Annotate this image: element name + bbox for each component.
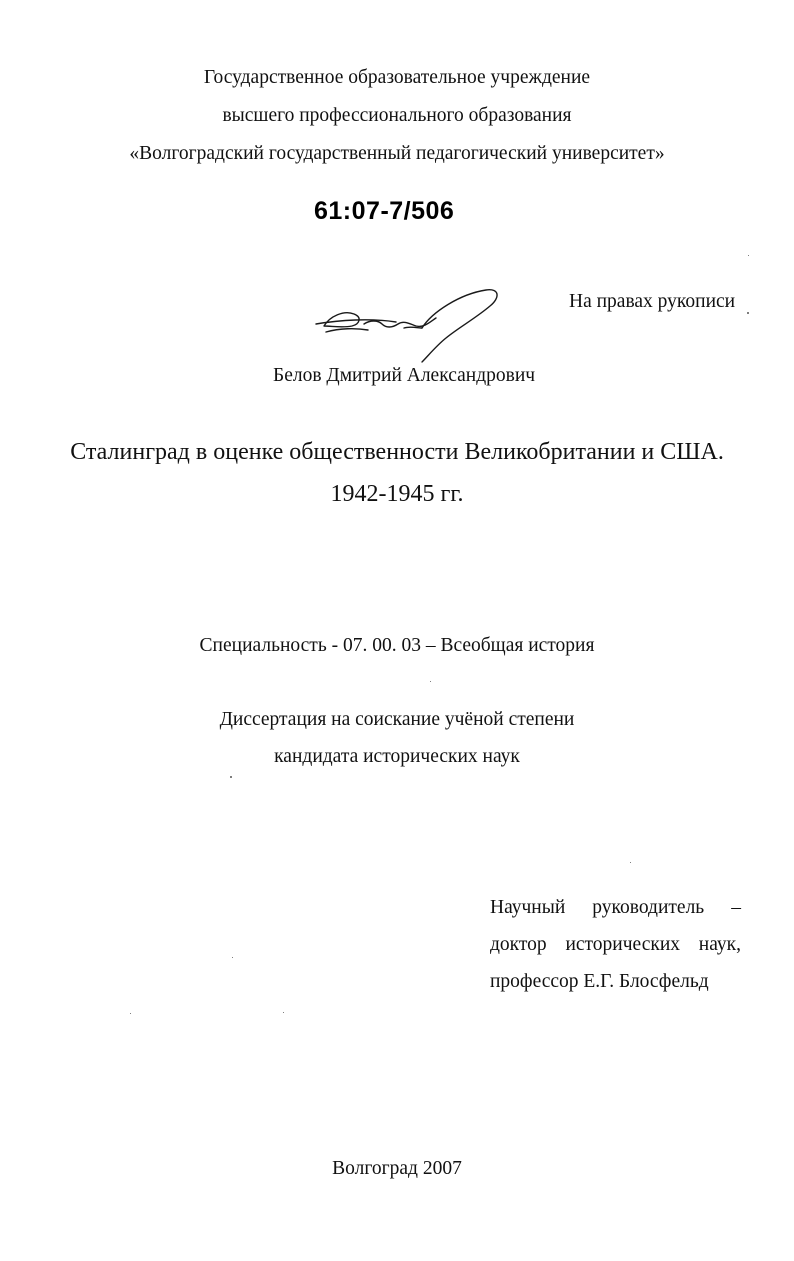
scan-speck [230, 776, 232, 778]
scan-speck [748, 255, 749, 256]
dissertation-title-line-2: 1942-1945 гг. [330, 481, 464, 507]
scan-speck [747, 312, 749, 314]
author-name: Белов Дмитрий Александрович [273, 365, 536, 386]
scan-speck [130, 1013, 131, 1014]
manuscript-rights-label: На правах рукописи [569, 291, 736, 312]
scan-speck [430, 681, 431, 682]
scan-speck [630, 862, 631, 863]
scan-speck [232, 957, 233, 958]
supervisor-line-2: доктор исторических наук, [490, 934, 741, 955]
author-signature [310, 284, 510, 366]
place-and-year: Волгоград 2007 [332, 1158, 462, 1179]
degree-line-2: кандидата исторических наук [274, 746, 520, 767]
degree-line-1: Диссертация на соискание учёной степени [219, 709, 575, 730]
institution-line-2: высшего профессионального образования [222, 105, 572, 126]
dissertation-title-line-1: Сталинград в оценке общественности Великобритании и США. [70, 439, 724, 465]
specialty: Специальность - 07. 00. 03 – Всеобщая история [199, 635, 595, 656]
supervisor-line-1: Научный руководитель – [490, 897, 741, 918]
institution-line-3: «Волгоградский государственный педагогический университет» [129, 143, 665, 164]
institution-line-1: Государственное образовательное учреждение [203, 67, 591, 88]
scan-speck [283, 1012, 284, 1013]
supervisor-line-3: профессор Е.Г. Блосфельд [490, 971, 709, 992]
catalog-stamp: 61:07-7/506 [314, 197, 455, 225]
